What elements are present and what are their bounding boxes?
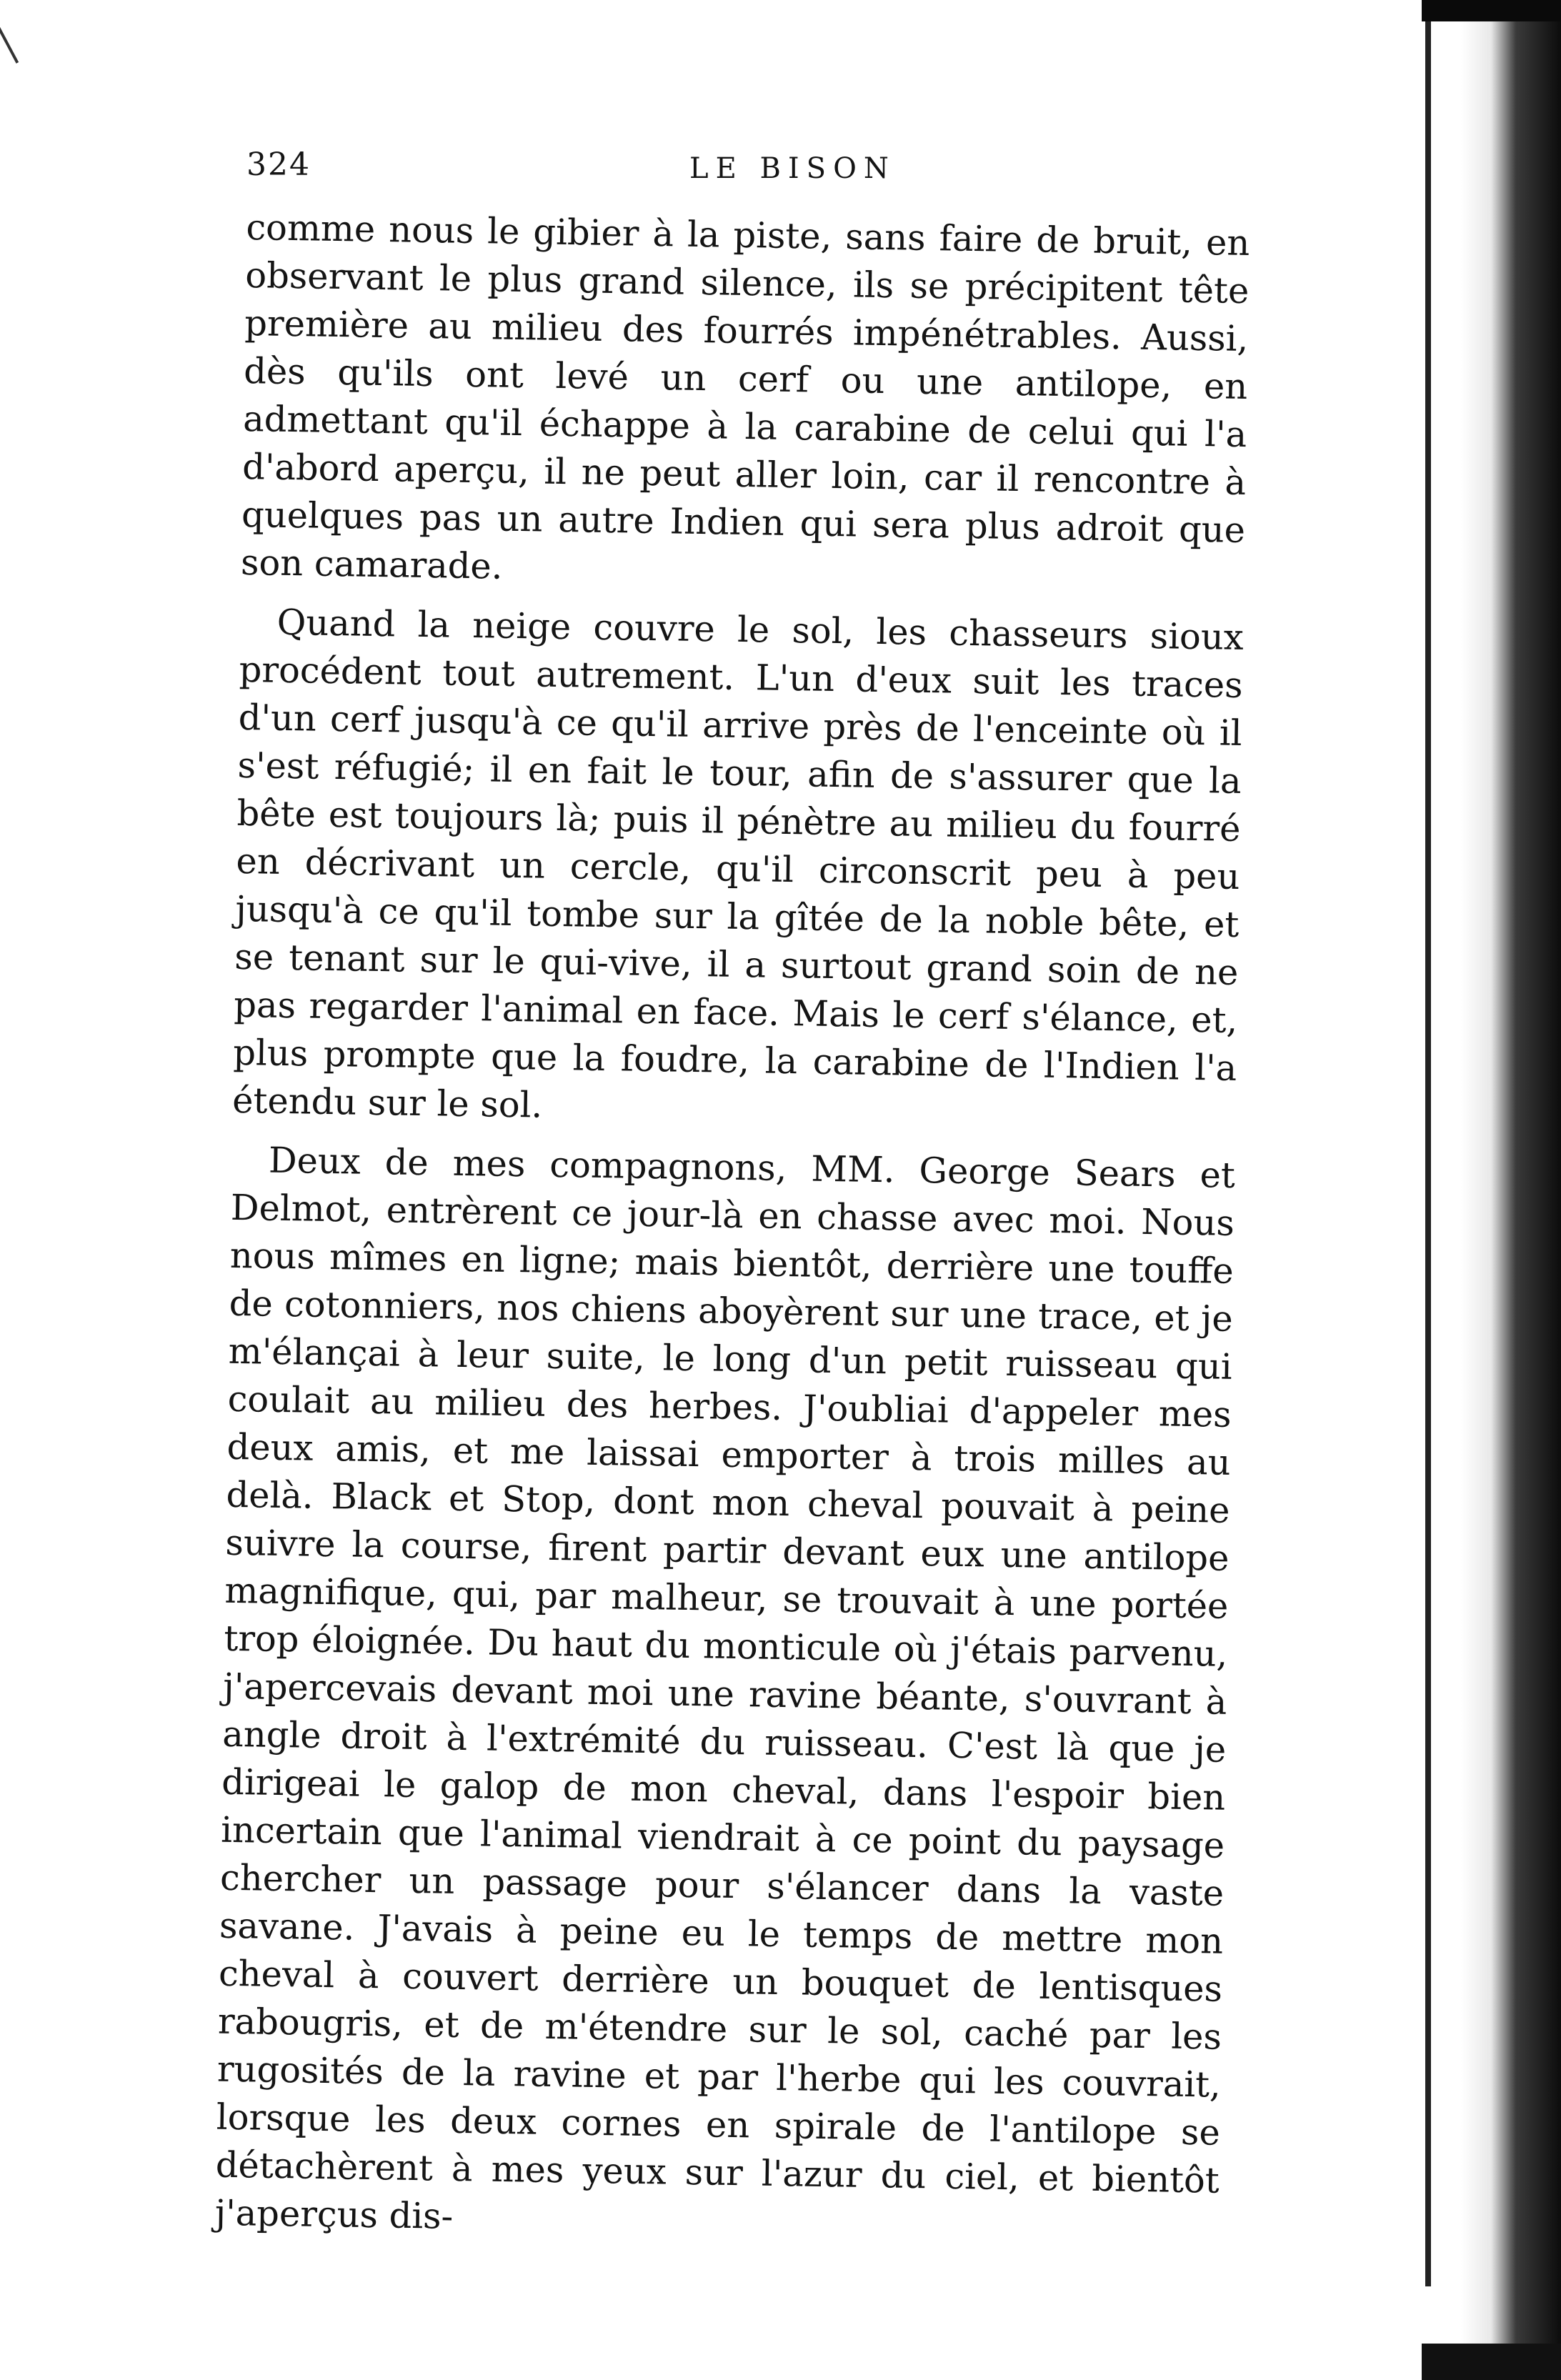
page-header: [246, 146, 1247, 196]
page-number: 324: [246, 146, 311, 183]
binding-shadow-line: [1425, 14, 1431, 2286]
body-text: [214, 204, 1250, 2264]
scan-corner-mark: [0, 18, 19, 64]
paragraph: Quand la neige couvre le sol, les chasseurs sioux procédent tout autrement. L'un d'eux suit les traces d'un cerf jusqu'à ce qu'il arrive près de l'enceinte où il s'est réfugié; il en fait le tour, afin de s'assurer que la bête est toujours là; puis il pénètre au milieu du fourré en décrivant un cercle, qu'il circonscrit peu à peu jusqu'à ce qu'il tombe sur la gîtée de la noble bête, et se tenant sur le qui-vive, il a surtout grand soin de ne pas regarder l'animal en face. Mais le cerf s'élance, et, plus prompte que la foudre, la carabine de l'Indien l'a étendu sur le sol.: [231, 601, 1245, 1126]
running-head: LE BISON: [689, 152, 896, 185]
paragraph: Deux de mes compagnons, MM. George Sears et Delmot, entrèrent ce jour-là en chasse avec moi. Nous nous mîmes en ligne; mais bientôt, derrière une touffe de cotonniers, nos chiens aboyèrent sur une trace, et je m'élançai à leur suite, le long d'un petit ruisseau qui coulait au milieu des herbes. J'oubliai d'appeler mes deux amis, et me laissai emporter à trois milles au delà. Black et Stop, dont mon cheval pouvait à peine suivre la course, firent partir devant eux une antilope magnifique, qui, par malheur, se trouvait à une portée trop éloignée. Du haut du monticule où j'étais parvenu, j'apercevais devant moi une ravine béante, s'ouvrant à angle droit à l'extrémité du ruisseau. C'est là que je dirigeai le galop de mon cheval, dans l'espoir bien incertain que l'animal viendrait à ce point du paysage chercher un passage pour s'élancer dans la vaste savane. J'avais à peine eu le temps de mettre mon cheval à couvert derrière un bouquet de lentisques rabougris, et de m'étendre sur le sol, caché par les rugosités de la ravine et par l'herbe qui les couvrait, lorsque les deux cornes en spirale de l'antilope se détachèrent à mes yeux sur l'azur du ciel, et bientôt j'aperçus dis-: [214, 1139, 1236, 2237]
paragraph: comme nous le gibier à la piste, sans faire de bruit, en observant le plus grand silence, ils se précipitent tête première au milieu des fourrés impénétrables. Aussi, dès qu'ils ont levé un cerf ou une antilope, en admettant qu'il échappe à la carabine de celui qui l'a d'abord aperçu, il ne peut aller loin, car il rencontre à quelques pas un autre Indien qui sera plus adroit que son camarade.: [240, 206, 1250, 587]
book-binding-edge: [1461, 0, 1561, 2380]
scan-top-edge: [1422, 0, 1561, 21]
scan-bottom-edge: [1422, 2344, 1561, 2380]
